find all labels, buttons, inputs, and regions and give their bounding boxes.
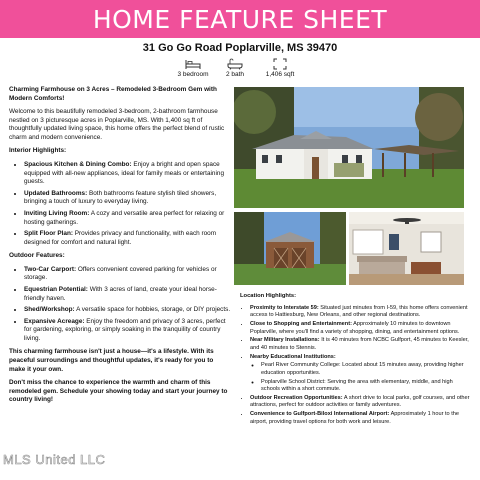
area-stat [250,58,310,78]
bed-icon [185,58,201,70]
farmhouse-exterior-photo [234,87,464,208]
interior-heading: Interior Highlights: [9,147,67,155]
location-heading: Location Highlights: [240,293,297,299]
property-address: 31 Go Go Road Poplarville, MS 39470 [142,42,338,54]
location-highlights [240,293,472,428]
location-list [240,305,472,427]
shed-workshop-photo [234,212,346,285]
list-item: • Spacious Kitchen & Dining Combo: Enjoy a bright and open space equipped with all-new appliances, ideal for family meals or entertaining guests. [24,161,231,187]
outdoor-heading: Outdoor Features: [9,252,65,260]
interior-list [9,161,231,247]
list-item: • Convenience to Gulfport-Biloxi International Airport: Approximately 1 hour to the airport, providing travel options for both work and leisure. [250,411,472,426]
mls-watermark: MLS United LLC [3,452,106,467]
list-item: • Proximity to Interstate 59: Situated just minutes from I-59, this home offers convenient access to Hattiesburg, New Orleans, and other regional destinations. [250,305,472,320]
page-title: HOME FEATURE SHEET [92,4,388,34]
list-item: • Nearby Educational Institutions: ◦ Pearl River Community College: Located about 15 minutes away, providing higher education opportunities. ◦ Poplarville School District: Serving the area with elementary, middle, and high schools within a short commute. [250,354,472,394]
bedroom-count: 3 bedroom [177,71,209,78]
list-item: • Equestrian Potential: With 3 acres of land, create your ideal horse-friendly haven. [24,286,231,303]
list-item: ◦ Poplarville School District: Serving the area with elementary, middle, and high schools within a short commute. [261,379,472,394]
living-room-photo [349,212,464,285]
list-item: • Split Floor Plan: Provides privacy and functionality, with each room designed for comfort and natural light. [24,230,231,247]
list-item: ◦ Pearl River Community College: Located about 15 minutes away, providing higher education opportunities. [261,362,472,377]
list-item: • Expansive Acreage: Enjoy the freedom and privacy of 3 acres, perfect for gardening, exploring, or simply soaking in the tranquility of country living. [24,318,231,344]
bath-icon [227,58,243,70]
list-item: • Shed/Workshop: A versatile space for hobbies, storage, or DIY projects. [24,306,231,315]
area-icon [273,58,287,70]
property-stats [0,58,480,84]
header-banner [0,0,480,38]
closing-paragraph: Don't miss the chance to experience the warmth and charm of this remodeled gem. Schedule your showing today and start your journey to country living! [9,379,228,404]
property-description [9,86,231,410]
square-footage: 1,406 sqft [265,71,295,78]
bathroom-count: 2 bath [225,71,245,78]
description-intro: Welcome to this beautifully remodeled 3-bedroom, 2-bathroom farmhouse nestled on 3 picturesque acres in Poplarville, MS. With 1,400 sq ft of thoughtfully updated living space, this home offers the perfect blend of rustic charm and modern convenience. [9,108,225,141]
list-item: • Near Military Installations: It is 40 minutes from NCBC Gulfport, 45 minutes to Keesler, and 40 minutes to Stennis. [250,337,472,352]
description-lead: Charming Farmhouse on 3 Acres – Remodeled 3-Bedroom Gem with Modern Comforts! [9,86,217,102]
list-item: • Inviting Living Room: A cozy and versatile area perfect for relaxing or hosting gatherings. [24,210,231,227]
list-item: • Two-Car Carport: Offers convenient covered parking for vehicles or storage. [24,266,231,283]
outdoor-list [9,266,231,344]
lifestyle-paragraph: This charming farmhouse isn't just a house—it's a lifestyle. With its peaceful surroundings and thoughtful updates, it's ready for you to make it your own. [9,348,214,373]
education-list [250,362,472,393]
list-item: • Close to Shopping and Entertainment: Approximately 10 minutes to downtown Poplarville, where you'll find a variety of shopping, dining, and entertainment options. [250,321,472,336]
list-item: • Updated Bathrooms: Both bathrooms feature stylish tiled showers, bringing a touch of luxury to everyday living. [24,190,231,207]
list-item: • Outdoor Recreation Opportunities: A short drive to local parks, golf courses, and other attractions, perfect for outdoor activities or family adventures. [250,395,472,410]
